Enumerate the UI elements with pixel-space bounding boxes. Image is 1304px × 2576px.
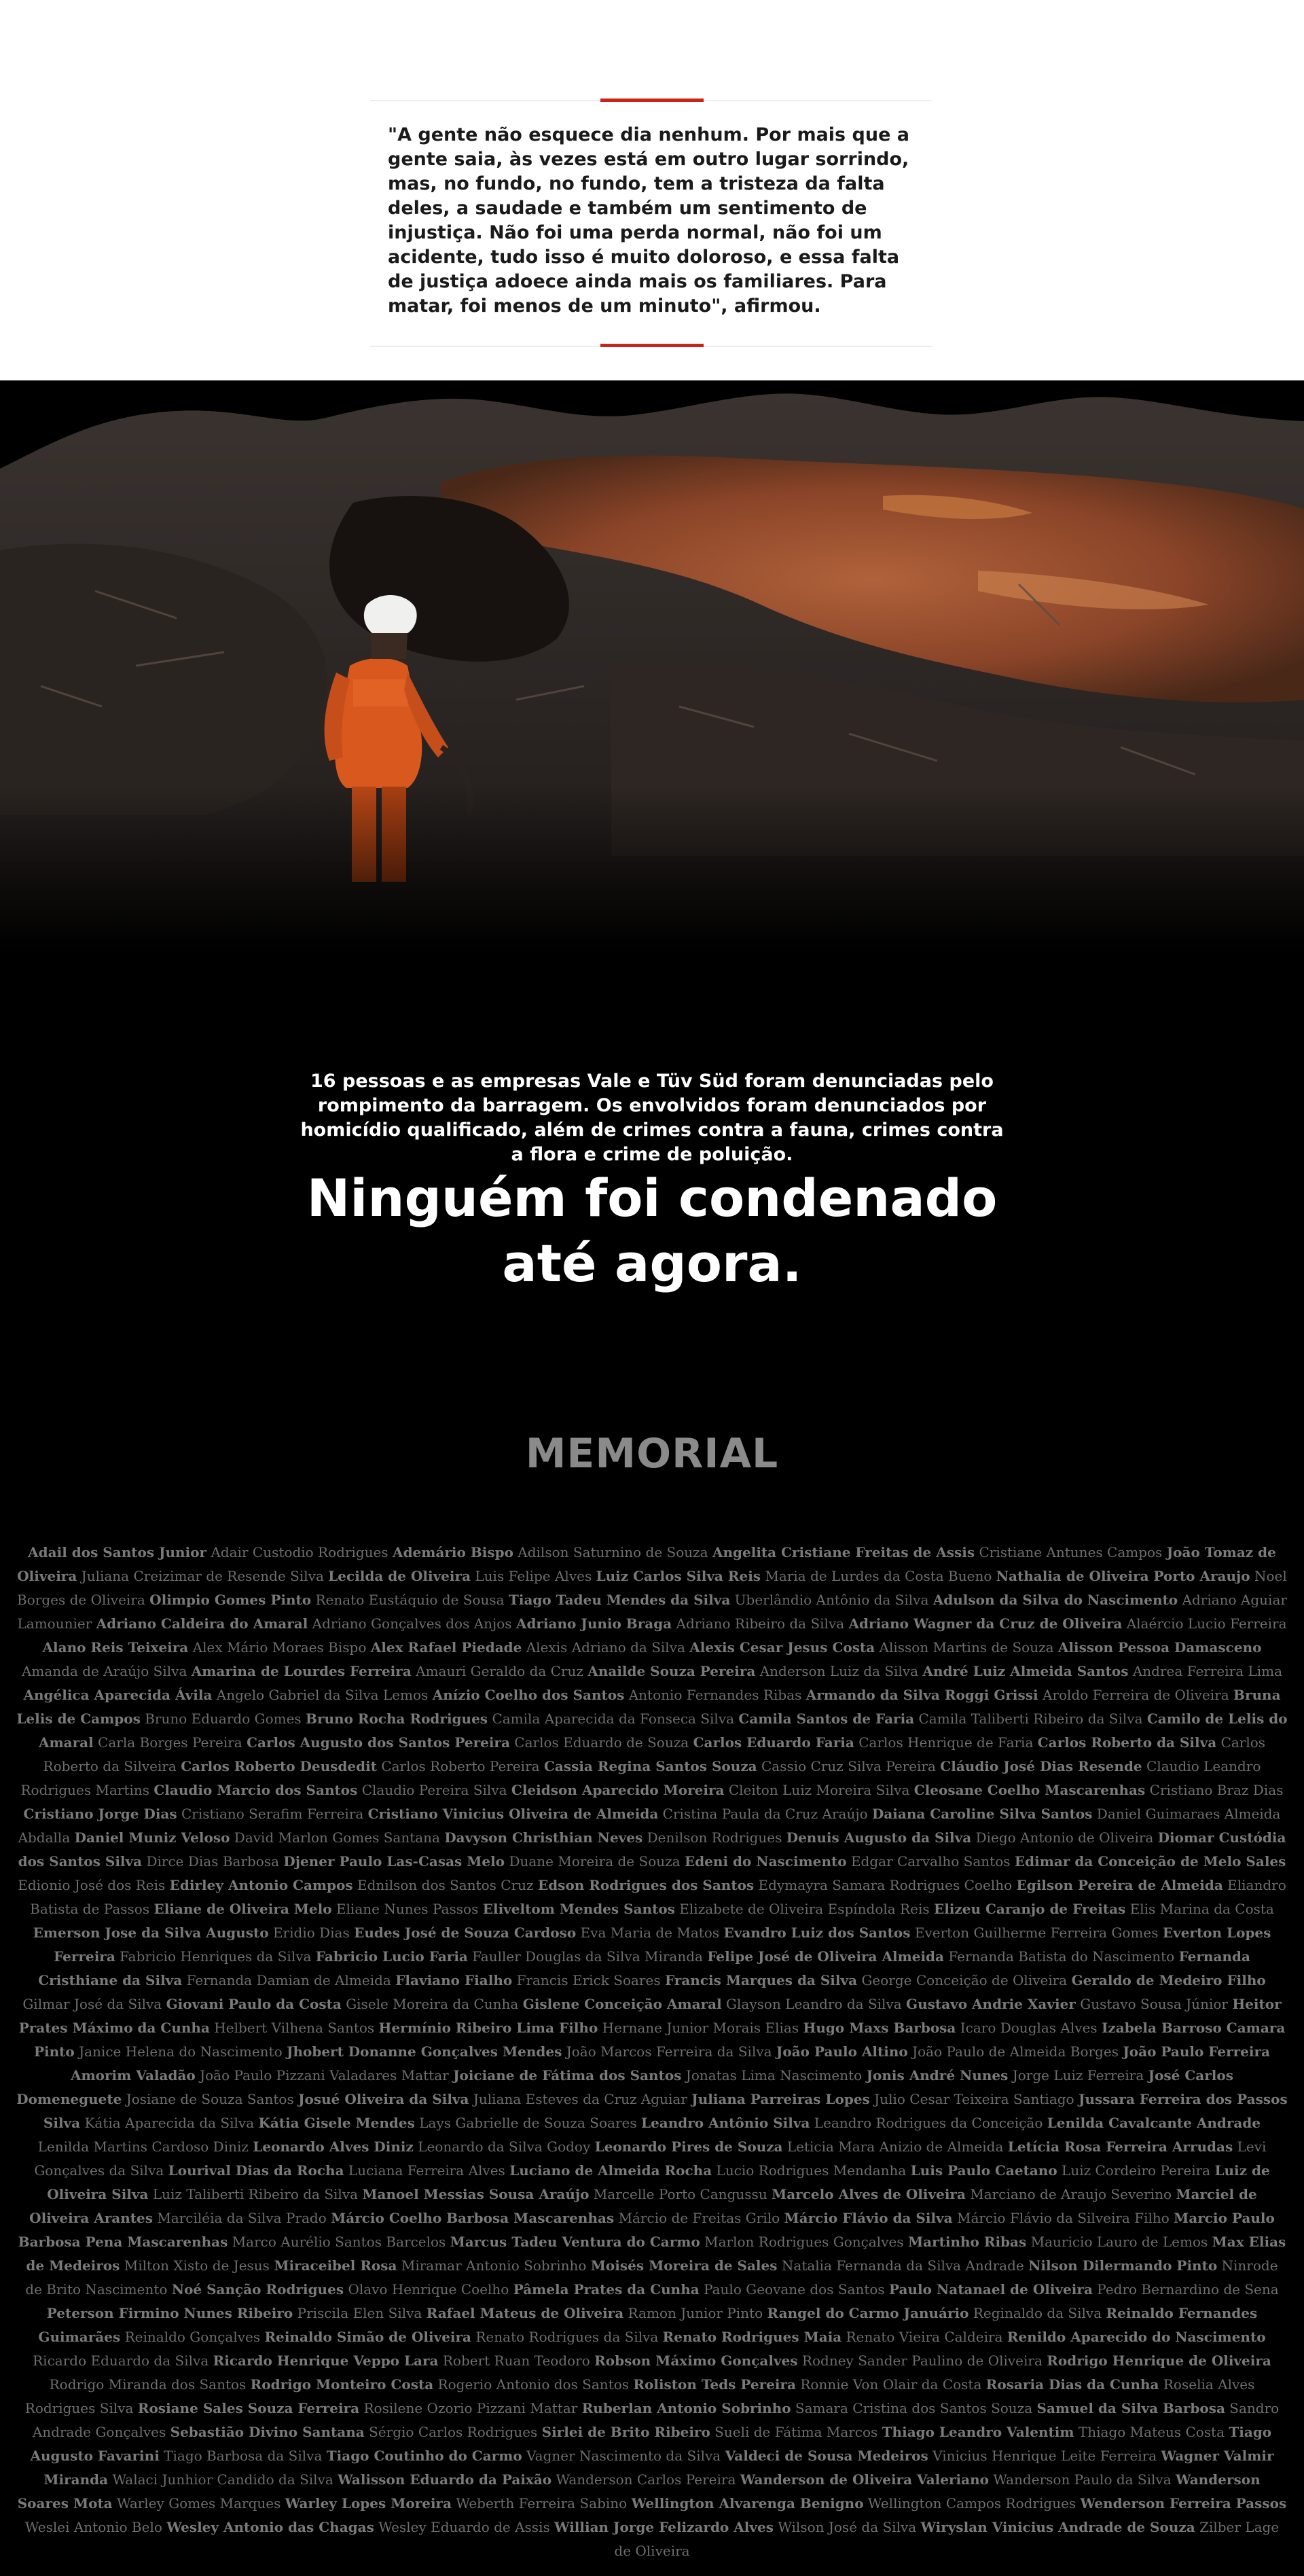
memorial-name: Gustavo Sousa Júnior <box>1080 1996 1228 2012</box>
memorial-name: Rangel do Carmo Januário <box>767 2305 969 2321</box>
memorial-name: Wiryslan Vinicius Andrade de Souza <box>920 2519 1195 2535</box>
memorial-name: Samara Cristina dos Santos Souza <box>795 2400 1033 2416</box>
memorial-name: Márcio Flávio da Silva <box>784 2210 953 2226</box>
memorial-name: Gislene Conceição Amaral <box>522 1996 722 2012</box>
memorial-name: Leonardo da Silva Godoy <box>418 2139 591 2155</box>
memorial-name: Eliveltom Mendes Santos <box>482 1901 675 1917</box>
memorial-name: Elis Marina da Costa <box>1129 1901 1274 1917</box>
memorial-name: João Paulo Pizzani Valadares Mattar <box>200 2067 449 2083</box>
memorial-name: Noé Sanção Rodrigues <box>171 2281 344 2297</box>
memorial-name: Nilson Dilermando Pinto <box>1028 2257 1218 2274</box>
memorial-name: George Conceição de Oliveira <box>861 1972 1068 1988</box>
memorial-name: Tiago Augusto Favarini <box>30 2424 1272 2464</box>
memorial-name: Ruberlan Antonio Sobrinho <box>581 2400 791 2416</box>
memorial-name: Pedro Bernardino de Sena <box>1097 2281 1279 2297</box>
memorial-name: Alexis Cesar Jesus Costa <box>689 1639 875 1656</box>
memorial-name: Emerson Jose da Silva Augusto <box>33 1925 269 1941</box>
memorial-name: Ramon Junior Pinto <box>628 2305 763 2321</box>
memorial-name: Robson Máximo Gonçalves <box>594 2353 798 2369</box>
memorial-name: Edirley Antonio Campos <box>169 1877 353 1893</box>
memorial-name: Fernanda Batista do Nascimento <box>948 1948 1175 1965</box>
memorial-name: Francis Erick Soares <box>516 1972 661 1988</box>
memorial-name: Leticia Mara Anizio de Almeida <box>786 2139 1004 2155</box>
memorial-name: Aroldo Ferreira de Oliveira <box>1043 1687 1229 1703</box>
memorial-name: Roselia Alves Rodrigues Silva <box>24 2376 1255 2416</box>
memorial-name: Josué Oliveira da Silva <box>298 2091 469 2107</box>
memorial-name: Moisés Moreira de Sales <box>590 2257 778 2274</box>
memorial-name: Carlos Roberto da Silveira <box>43 1734 1266 1774</box>
memorial-name: Letícia Rosa Ferreira Arrudas <box>1007 2139 1233 2155</box>
memorial-name: Julio Cesar Teixeira Santiago <box>874 2091 1074 2107</box>
memorial-name: Robert Ruan Teodoro <box>442 2353 590 2369</box>
memorial-name: Lucio Rodrigues Mendanha <box>716 2162 907 2179</box>
memorial-name: Juliana Esteves da Cruz Aguiar <box>473 2091 687 2107</box>
memorial-name: Reinaldo Gonçalves <box>124 2329 261 2345</box>
memorial-name: Sebastião Divino Santana <box>170 2424 365 2440</box>
memorial-name: Cassio Cruz Silva Pereira <box>761 1758 936 1774</box>
memorial-name: Adail dos Santos Junior <box>28 1544 207 1560</box>
headline-line-2: até agora. <box>502 1233 802 1293</box>
memorial-name: Edgar Carvalho Santos <box>850 1853 1011 1870</box>
hero-photo <box>0 380 1304 1033</box>
memorial-name: Denilson Rodrigues <box>647 1829 782 1846</box>
memorial-name: Hugo Maxs Barbosa <box>803 2020 956 2036</box>
memorial-name: Marcelle Porto Cangussu <box>593 2186 767 2202</box>
memorial-name: Thiago Mateus Costa <box>1078 2424 1225 2440</box>
memorial-name: Renato Rodrigues Maia <box>662 2329 842 2345</box>
memorial-name: Jonatas Lima Nascimento <box>685 2067 863 2083</box>
memorial-name: Kátia Gisele Mendes <box>258 2115 415 2131</box>
memorial-name: Daniel Muniz Veloso <box>74 1829 230 1846</box>
memorial-name: Wanderson Carlos Pereira <box>556 2471 736 2488</box>
memorial-name: Milton Xisto de Jesus <box>124 2257 270 2274</box>
memorial-name: João Tomaz de Oliveira <box>17 1544 1276 1584</box>
memorial-name: Wagner Valmir Miranda <box>43 2448 1274 2488</box>
memorial-name: Olimpio Gomes Pinto <box>149 1592 312 1608</box>
memorial-name: Wellington Campos Rodrigues <box>867 2495 1076 2511</box>
memorial-name: Zilber Lage de Oliveira <box>614 2519 1280 2559</box>
memorial-name: Márcio Flávio da Silveira Filho <box>957 2210 1170 2226</box>
memorial-name: Levi Gonçalves da Silva <box>34 2139 1267 2179</box>
memorial-name: Wilson José da Silva <box>778 2519 917 2535</box>
statement-text: 16 pessoas e as empresas Vale e Tüv Süd foram denunciadas pelo rompimento da barragem. Os envolvidos foram denunciados por homicídio qualificado, além de crimes contra a fauna, crimes contra a flora e crime de poluição. <box>300 1071 1004 1165</box>
memorial-name: Carla Borges Pereira <box>98 1734 242 1751</box>
memorial-name: Max Elias de Medeiros <box>26 2234 1286 2274</box>
memorial-name: Rodrigo Monteiro Costa <box>250 2376 434 2393</box>
memorial-name: Márcio Coelho Barbosa Mascarenhas <box>331 2210 615 2226</box>
memorial-name: Luiz Taliberti Ribeiro da Silva <box>152 2186 359 2202</box>
memorial-name: Vagner Nascimento da Silva <box>526 2448 721 2464</box>
memorial-name: Rosaria Dias da Cunha <box>985 2376 1159 2393</box>
memorial-name: Everton Lopes Ferreira <box>54 1925 1271 1965</box>
memorial-name: Adriano Gonçalves dos Anjos <box>312 1615 512 1632</box>
memorial-name: Cristiano Serafim Ferreira <box>181 1806 364 1822</box>
memorial-name: Carlos Roberto da Silva <box>1037 1734 1217 1751</box>
memorial-name: Uberlândio Antônio da Silva <box>734 1592 929 1608</box>
memorial-name: Giovani Paulo da Costa <box>166 1996 342 2012</box>
memorial-name: Paulo Natanael de Oliveira <box>889 2281 1093 2297</box>
memorial-name: Edymayra Samara Rodrigues Coelho <box>758 1877 1013 1893</box>
memorial-name: Reginaldo da Silva <box>973 2305 1102 2321</box>
memorial-name: Adriano Wagner da Cruz de Oliveira <box>848 1615 1123 1632</box>
indictment-statement <box>0 1069 1304 1167</box>
memorial-name: Willian Jorge Felizardo Alves <box>554 2519 774 2535</box>
memorial-name: Cristiano Jorge Dias <box>23 1806 177 1822</box>
memorial-name: Rosilene Ozorio Pizzani Mattar <box>363 2400 578 2416</box>
memorial-name: Rogerio Antonio dos Santos <box>437 2376 630 2393</box>
memorial-name: Edionio José dos Reis <box>18 1877 166 1893</box>
memorial-name: Ricardo Henrique Veppo Lara <box>213 2353 439 2369</box>
memorial-name: Izabela Barroso Camara Pinto <box>33 2020 1286 2060</box>
memorial-name: Rafael Mateus de Oliveira <box>426 2305 624 2321</box>
memorial-name: Nathalia de Oliveira Porto Araujo <box>996 1568 1250 1584</box>
memorial-name: Egilson Pereira de Almeida <box>1016 1877 1223 1893</box>
memorial-name: Jussara Ferreira dos Passos Silva <box>43 2091 1288 2131</box>
memorial-name: Camila Santos de Faria <box>738 1711 915 1727</box>
memorial-name: Gilmar José da Silva <box>22 1996 162 2012</box>
memorial-name: Hermínio Ribeiro Lima Filho <box>378 2020 598 2036</box>
memorial-name: Valdeci de Sousa Medeiros <box>725 2448 928 2464</box>
memorial-name: Marcus Tadeu Ventura do Carmo <box>450 2234 700 2250</box>
memorial-name: Eva Maria de Matos <box>580 1925 720 1941</box>
memorial-name: Renildo Aparecido do Nascimento <box>1007 2329 1266 2345</box>
memorial-name: Icaro Douglas Alves <box>960 2020 1098 2036</box>
memorial-name: Marlon Rodrigues Gonçalves <box>704 2234 904 2250</box>
memorial-name: Edimar da Conceição de Melo Sales <box>1014 1853 1286 1870</box>
memorial-name: Marco Aurélio Santos Barcelos <box>232 2234 446 2250</box>
memorial-name: Glayson Leandro da Silva <box>726 1996 902 2012</box>
memorial-name: Camilo de Lelis do Amaral <box>38 1711 1288 1751</box>
memorial-name: Claudio Marcio dos Santos <box>153 1782 358 1798</box>
memorial-name: Alex Mário Moraes Bispo <box>192 1639 367 1656</box>
memorial-name: Claudio Leandro Rodrigues Martins <box>20 1758 1261 1798</box>
memorial-name: Anailde Souza Pereira <box>587 1663 756 1679</box>
memorial-name: Camila Taliberti Ribeiro da Silva <box>918 1711 1143 1727</box>
memorial-name: Alisson Pessoa Damasceno <box>1057 1639 1262 1656</box>
memorial-title: MEMORIAL <box>525 1430 779 1478</box>
pull-quote <box>370 101 932 346</box>
memorial-name: Felipe José de Oliveira Almeida <box>707 1948 944 1965</box>
memorial-name: Edeni do Nascimento <box>684 1853 847 1870</box>
memorial-name: Paulo Geovane dos Santos <box>704 2281 885 2297</box>
memorial-name: Lourival Dias da Rocha <box>168 2162 344 2179</box>
memorial-name: Dirce Dias Barbosa <box>146 1853 280 1870</box>
memorial-name: Luciana Ferreira Alves <box>348 2162 505 2179</box>
memorial-name: Adriano Ribeiro da Silva <box>676 1615 845 1632</box>
memorial-name: Maria de Lurdes da Costa Bueno <box>765 1568 992 1584</box>
memorial-name: João Paulo Ferreira Amorim Valadão <box>71 2043 1271 2083</box>
headline-line-1: Ninguém foi condenado <box>306 1168 998 1228</box>
memorial-name: Marcio Paulo Barbosa Pena Mascarenhas <box>18 2210 1275 2250</box>
memorial-name: Leandro Rodrigues da Conceição <box>814 2115 1043 2131</box>
memorial-name: Olavo Henrique Coelho <box>348 2281 509 2297</box>
memorial-name: Fernanda Damian de Almeida <box>186 1972 391 1988</box>
memorial-name: Juliana Parreiras Lopes <box>691 2091 870 2107</box>
memorial-name: Daiana Caroline Silva Santos <box>871 1806 1093 1822</box>
memorial-name: Carlos Eduardo de Souza <box>514 1734 689 1751</box>
memorial-name: Cristiano Vinicius Oliveira de Almeida <box>367 1806 659 1822</box>
memorial-name: Alaércio Lucio Ferreira <box>1126 1615 1287 1632</box>
headline <box>0 1166 1304 1296</box>
memorial-name: Mauricio Lauro de Lemos <box>1030 2234 1208 2250</box>
memorial-name: Peterson Firmino Nunes Ribeiro <box>46 2305 293 2321</box>
memorial-name: Rosiane Sales Souza Ferreira <box>137 2400 360 2416</box>
memorial-name: Luiz Cordeiro Pereira <box>1062 2162 1211 2179</box>
memorial-name: Carlos Roberto Pereira <box>381 1758 540 1774</box>
memorial-name: Tiago Tadeu Mendes da Silva <box>508 1592 731 1608</box>
memorial-name: Eliane de Oliveira Melo <box>153 1901 332 1917</box>
memorial-name: Marcelo Alves de Oliveira <box>772 2186 966 2202</box>
memorial-name: Tiago Coutinho do Carmo <box>326 2448 522 2464</box>
memorial-name: Márcio de Freitas Grilo <box>618 2210 780 2226</box>
memorial-name: Duane Moreira de Souza <box>509 1853 681 1870</box>
memorial-name: Cleidson Aparecido Moreira <box>511 1782 725 1798</box>
memorial-name: Marciano de Araujo Severino <box>970 2186 1172 2202</box>
memorial-name: Carlos Eduardo Faria <box>693 1734 854 1751</box>
memorial-name: Kátia Aparecida da Silva <box>84 2115 255 2131</box>
memorial-name: Adriano Caldeira do Amaral <box>96 1615 308 1632</box>
memorial-name: Warley Gomes Marques <box>117 2495 281 2511</box>
memorial-name: Djener Paulo Las-Casas Melo <box>283 1853 505 1870</box>
memorial-name: Walisson Eduardo da Paixão <box>338 2471 552 2488</box>
memorial-name: Wenderson Ferreira Passos <box>1080 2495 1287 2511</box>
memorial-name: Marciléia da Silva Prado <box>157 2210 327 2226</box>
memorial-name: João Marcos Ferreira da Silva <box>566 2043 772 2060</box>
memorial-name: João Paulo de Almeida Borges <box>912 2043 1119 2060</box>
memorial-name: Anízio Coelho dos Santos <box>432 1687 625 1703</box>
memorial-name: Janice Helena do Nascimento <box>79 2043 283 2060</box>
memorial-name: Fabricio Lucio Faria <box>315 1948 468 1965</box>
memorial-name: Adair Custodio Rodrigues <box>211 1544 388 1560</box>
memorial-name: Cleosane Coelho Mascarenhas <box>913 1782 1146 1798</box>
memorial-name: Rodrigo Henrique de Oliveira <box>1047 2353 1271 2369</box>
memorial-name: Lecilda de Oliveira <box>328 1568 471 1584</box>
memorial-name: Renato Rodrigues da Silva <box>475 2329 659 2345</box>
memorial-name: João Paulo Altino <box>776 2043 908 2060</box>
memorial-name: Claudio Pereira Silva <box>361 1782 507 1798</box>
memorial-name: Leonardo Pires de Souza <box>594 2139 783 2155</box>
memorial-name: Cláudio José Dias Resende <box>940 1758 1142 1774</box>
memorial-name: Lenilda Cavalcante Andrade <box>1047 2115 1261 2131</box>
memorial-name: Ricardo Eduardo da Silva <box>33 2353 209 2369</box>
memorial-name: Alisson Martins de Souza <box>879 1639 1054 1656</box>
memorial-name: Flaviano Fialho <box>395 1972 513 1988</box>
memorial-name: Pâmela Prates da Cunha <box>513 2281 700 2297</box>
quote-text: "A gente não esquece dia nenhum. Por mais que a gente saia, às vezes está em outro lugar sorrindo, mas, no fundo, no fundo, tem a tristeza da falta deles, a saudade e também um sentimento de injustiça. Não foi uma perda normal, não foi um acidente, tudo isso é muito doloroso, e essa falta de justiça adoece ainda mais os familiares. Para matar, foi menos de um minuto", afirmou. <box>388 124 909 317</box>
memorial-name: Armando da Silva Roggi Grissi <box>805 1687 1038 1703</box>
memorial-name: Wanderson de Oliveira Valeriano <box>740 2471 989 2488</box>
memorial-name: Jorge Luiz Ferreira <box>1012 2067 1144 2083</box>
memorial-name: Cassia Regina Santos Souza <box>543 1758 757 1774</box>
memorial-name: Bruno Eduardo Gomes <box>145 1711 302 1727</box>
memorial-name: Helbert Vilhena Santos <box>214 2020 375 2036</box>
memorial-name: Fauller Douglas da Silva Miranda <box>472 1948 703 1965</box>
memorial-name: Leonardo Alves Diniz <box>253 2139 414 2155</box>
memorial-name: Lays Gabrielle de Souza Soares <box>419 2115 637 2131</box>
memorial-name: Francis Marques da Silva <box>664 1972 858 1988</box>
memorial-name: Tiago Barbosa da Silva <box>164 2448 323 2464</box>
memorial-name: Diomar Custódia dos Santos Silva <box>18 1829 1286 1870</box>
memorial-names-list <box>16 1541 1288 2563</box>
memorial-name: Joiciane de Fátima dos Santos <box>453 2067 682 2083</box>
memorial-name: Bruno Rocha Rodrigues <box>306 1711 488 1727</box>
memorial-name: Gisele Moreira da Cunha <box>346 1996 519 2012</box>
memorial-name: Natalia Fernanda da Silva Andrade <box>781 2257 1024 2274</box>
memorial-name: Edson Rodrigues dos Santos <box>537 1877 755 1893</box>
memorial-name: Manoel Messias Sousa Araújo <box>362 2186 590 2202</box>
memorial-name: Walaci Junhior Candido da Silva <box>112 2471 333 2488</box>
memorial-name: Cristina Paula da Cruz Araújo <box>662 1806 868 1822</box>
memorial-name: Ronnie Von Olair da Costa <box>800 2376 982 2393</box>
memorial-name: Samuel da Silva Barbosa <box>1036 2400 1225 2416</box>
memorial-name: Carlos Augusto dos Santos Pereira <box>247 1734 510 1751</box>
memorial-name: Ednilson dos Santos Cruz <box>357 1877 534 1893</box>
memorial-name: Elizabete de Oliveira Espíndola Reis <box>679 1901 930 1917</box>
memorial-name: Sirlei de Brito Ribeiro <box>541 2424 710 2440</box>
memorial-name: Rodney Sander Paulino de Oliveira <box>801 2353 1043 2369</box>
memorial-name: Noel Borges de Oliveira <box>17 1568 1287 1608</box>
memorial-name: Luiz de Oliveira Silva <box>47 2162 1270 2202</box>
memorial-name: Eridio Dias <box>272 1925 350 1941</box>
memorial-name: Denuis Augusto da Silva <box>786 1829 972 1846</box>
memorial-name: Thiago Leandro Valentim <box>882 2424 1074 2440</box>
memorial-name: Geraldo de Medeiro Filho <box>1071 1972 1266 1988</box>
memorial-name: Sandro Andrade Gonçalves <box>32 2400 1280 2440</box>
memorial-name: Roliston Teds Pereira <box>633 2376 796 2393</box>
memorial-name: Weslei Antonio Belo <box>24 2519 162 2535</box>
memorial-name: Weberth Ferreira Sabino <box>456 2495 628 2511</box>
memorial-name: Adilson Saturnino de Souza <box>518 1544 708 1560</box>
memorial-name: Alano Reis Teixeira <box>42 1639 189 1656</box>
memorial-name: Warley Lopes Moreira <box>285 2495 452 2511</box>
memorial-name: Sérgio Carlos Rodrigues <box>369 2424 538 2440</box>
rescue-worker-mud-photo <box>0 380 1304 1033</box>
memorial-name: Jonis André Nunes <box>866 2067 1009 2083</box>
memorial-name: Luis Paulo Caetano <box>910 2162 1057 2179</box>
memorial-name: Daniel Guimaraes Almeida Abdalla <box>18 1806 1281 1846</box>
memorial-name: Wesley Antonio das Chagas <box>166 2519 374 2535</box>
memorial-name: Reinaldo Simão de Oliveira <box>264 2329 472 2345</box>
memorial-name: Eudes José de Souza Cardoso <box>354 1925 577 1941</box>
memorial-name: Angelo Gabriel da Silva Lemos <box>216 1687 429 1703</box>
memorial-name: Evandro Luiz dos Santos <box>723 1925 911 1941</box>
memorial-name: Carlos Roberto Deusdedit <box>181 1758 377 1774</box>
memorial-name: Vinicius Henrique Leite Ferreira <box>932 2448 1157 2464</box>
memorial-name: Wanderson Soares Mota <box>17 2471 1261 2511</box>
memorial-name: Hernane Junior Morais Elias <box>602 2020 799 2036</box>
memorial-name: Juliana Creizimar de Resende Silva <box>81 1568 324 1584</box>
memorial-name: Wellington Alvarenga Benigno <box>631 2495 864 2511</box>
memorial-name: Amauri Geraldo da Cruz <box>416 1663 583 1679</box>
memorial-name: Bruna Lelis de Campos <box>16 1687 1281 1727</box>
memorial-name: Camila Aparecida da Fonseca Silva <box>492 1711 735 1727</box>
memorial-name: Davyson Christhian Neves <box>444 1829 643 1846</box>
memorial-name: Marciel de Oliveira Arantes <box>29 2186 1257 2226</box>
memorial-name: Luis Felipe Alves <box>475 1568 592 1584</box>
memorial-name: Fernanda Cristhiane da Silva <box>38 1948 1250 1988</box>
memorial-name: Angelita Cristiane Freitas de Assis <box>712 1544 975 1560</box>
memorial-name: Fabricio Henriques da Silva <box>120 1948 312 1965</box>
memorial-name: Miraceibel Rosa <box>274 2257 397 2274</box>
memorial-name: Alex Rafael Piedade <box>370 1639 522 1656</box>
memorial-name: Elizeu Caranjo de Freitas <box>933 1901 1126 1917</box>
memorial-name: André Luiz Almeida Santos <box>922 1663 1129 1679</box>
memorial-name: Luiz Carlos Silva Reis <box>596 1568 761 1584</box>
memorial-name: Angélica Aparecida Ávila <box>23 1687 213 1703</box>
memorial-name: Cristiano Braz Dias <box>1149 1782 1284 1798</box>
memorial-name: Eliane Nunes Passos <box>336 1901 479 1917</box>
memorial-name: Luciano de Almeida Rocha <box>509 2162 712 2179</box>
memorial-name: Jhobert Donanne Gonçalves Mendes <box>286 2043 562 2060</box>
memorial-name: Wanderson Paulo da Silva <box>993 2471 1172 2488</box>
memorial-name: Andrea Ferreira Lima <box>1132 1663 1283 1679</box>
memorial-name: Martinho Ribas <box>907 2234 1027 2250</box>
memorial-name: Anderson Luiz da Silva <box>759 1663 919 1679</box>
memorial-name: David Marlon Gomes Santana <box>234 1829 440 1846</box>
memorial-name: Wesley Eduardo de Assis <box>378 2519 550 2535</box>
memorial-name: Reinaldo Fernandes Guimarães <box>38 2305 1258 2345</box>
memorial-name: Diego Antonio de Oliveira <box>975 1829 1154 1846</box>
memorial-name: Renato Vieira Caldeira <box>846 2329 1003 2345</box>
memorial-name: José Carlos Domeneguete <box>16 2067 1233 2107</box>
memorial-name: Adulson da Silva do Nascimento <box>932 1592 1178 1608</box>
memorial-name: Priscila Elen Silva <box>297 2305 422 2321</box>
memorial-name: Alexis Adriano da Silva <box>526 1639 685 1656</box>
memorial-name: Lenilda Martins Cardoso Diniz <box>37 2139 249 2155</box>
memorial-name: Cristiane Antunes Campos <box>979 1544 1163 1560</box>
memorial-name: Josiane de Souza Santos <box>126 2091 294 2107</box>
memorial-name: Miramar Antonio Sobrinho <box>401 2257 587 2274</box>
memorial-name: Adriano Aguiar Lamounier <box>17 1592 1287 1632</box>
memorial-name: Heitor Prates Máximo da Cunha <box>18 1996 1282 2036</box>
memorial-name: Gustavo Andrie Xavier <box>906 1996 1076 2012</box>
memorial-name: Everton Guilherme Ferreira Gomes <box>914 1925 1159 1941</box>
memorial-name: Ademário Bispo <box>393 1544 513 1560</box>
memorial-name: Renato Eustáquio de Sousa <box>315 1592 505 1608</box>
memorial-name: Antonio Fernandes Ribas <box>628 1687 802 1703</box>
memorial-name: Ninrode de Brito Nascimento <box>25 2257 1278 2297</box>
memorial-name: Amanda de Araújo Silva <box>21 1663 187 1679</box>
memorial-name: Rodrigo Miranda dos Santos <box>49 2376 247 2393</box>
memorial-name: Amarina de Lourdes Ferreira <box>191 1663 412 1679</box>
memorial-name: Cleiton Luiz Moreira Silva <box>728 1782 910 1798</box>
memorial-name: Carlos Henrique de Faria <box>858 1734 1034 1751</box>
memorial-name: Eliandro Batista de Passos <box>30 1877 1286 1917</box>
memorial-name: Leandro Antônio Silva <box>641 2115 810 2131</box>
memorial-name: Sueli de Fátima Marcos <box>714 2424 878 2440</box>
memorial-name: Adriano Junio Braga <box>515 1615 672 1632</box>
